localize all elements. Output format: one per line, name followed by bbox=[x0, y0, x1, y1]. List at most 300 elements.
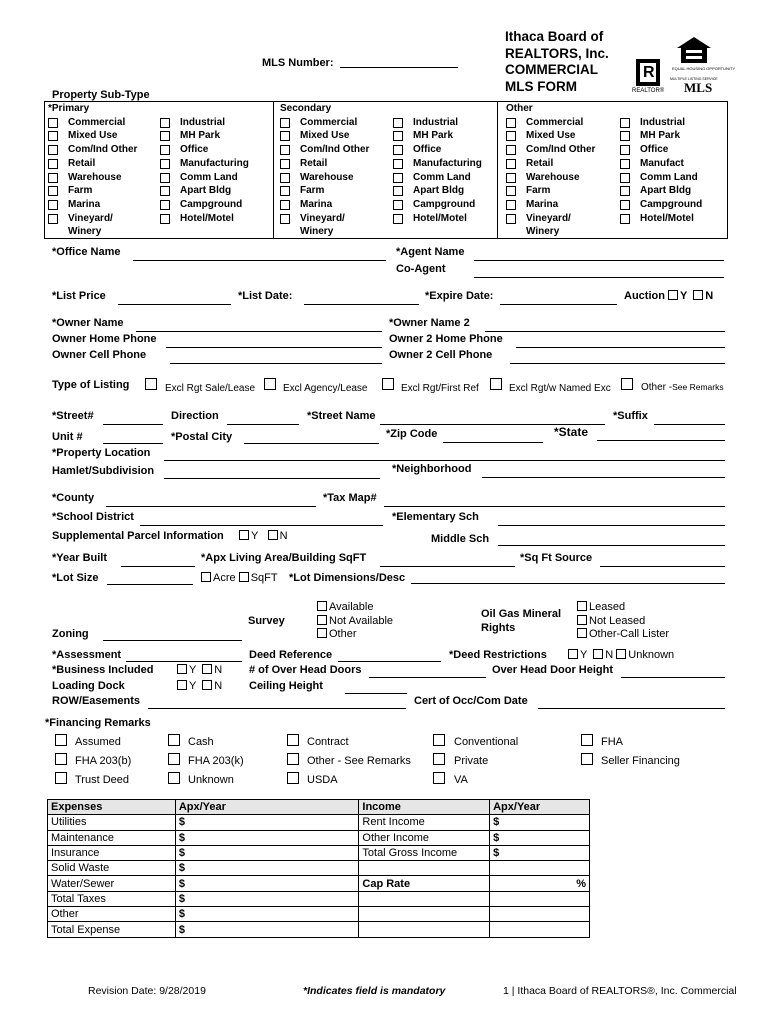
option-label: Marina bbox=[68, 198, 101, 210]
office-name-label: *Office Name bbox=[52, 246, 121, 258]
subtype-option[interactable] bbox=[506, 143, 616, 157]
subtype-option[interactable] bbox=[620, 129, 720, 143]
option-label: Mixed Use bbox=[300, 130, 350, 142]
option-label: Marina bbox=[300, 198, 333, 210]
subtype-option[interactable] bbox=[506, 129, 616, 143]
option-label: Leased bbox=[589, 601, 626, 613]
income-value[interactable]: $ bbox=[490, 830, 590, 845]
checkbox[interactable] bbox=[620, 214, 630, 224]
subtype-option[interactable] bbox=[393, 143, 493, 157]
neighborhood-field[interactable] bbox=[482, 477, 725, 478]
checkbox[interactable] bbox=[393, 145, 403, 155]
zoning-field[interactable] bbox=[103, 640, 242, 641]
checkbox[interactable] bbox=[393, 173, 403, 183]
option-label: Not Available bbox=[329, 614, 394, 627]
checkbox[interactable] bbox=[160, 131, 170, 141]
expense-value[interactable]: $ bbox=[175, 907, 359, 922]
subtype-option[interactable] bbox=[620, 143, 720, 157]
col-header: Expenses bbox=[48, 800, 176, 815]
subtype-option[interactable] bbox=[48, 171, 158, 185]
option-label: Retail bbox=[68, 157, 96, 169]
table-row bbox=[48, 891, 590, 906]
checkbox[interactable] bbox=[280, 173, 290, 183]
equal-housing-logo bbox=[675, 36, 715, 69]
row-easements-label: ROW/Easements bbox=[52, 695, 141, 707]
checkbox[interactable] bbox=[506, 145, 516, 155]
lot-size-label: *Lot Size bbox=[52, 572, 99, 584]
option-label: Com/Ind Other bbox=[526, 144, 596, 156]
expense-label: Total Taxes bbox=[48, 891, 176, 906]
subtype-option[interactable] bbox=[280, 212, 390, 239]
oil-gas-option[interactable] bbox=[577, 601, 669, 615]
middle-school-label: Middle Sch bbox=[431, 533, 490, 545]
subtype-option[interactable] bbox=[620, 212, 720, 226]
lot-dims-field[interactable] bbox=[411, 583, 725, 584]
subtype-option[interactable] bbox=[160, 212, 270, 226]
year-built-field[interactable] bbox=[121, 566, 195, 567]
checkbox[interactable] bbox=[506, 159, 516, 169]
option-label: Retail bbox=[526, 157, 554, 169]
checkbox[interactable] bbox=[620, 173, 630, 183]
subtype-option[interactable] bbox=[280, 143, 390, 157]
empty-cell bbox=[359, 891, 490, 906]
checkbox[interactable] bbox=[620, 186, 630, 196]
checkbox[interactable] bbox=[48, 186, 58, 196]
auction-no-checkbox[interactable] bbox=[693, 290, 703, 300]
option-label: Warehouse bbox=[300, 171, 354, 183]
form-title bbox=[505, 29, 609, 95]
sqft-checkbox[interactable] bbox=[239, 572, 249, 582]
list-date-field[interactable] bbox=[304, 304, 419, 305]
option-label: Com/Ind Other bbox=[300, 144, 370, 156]
subtype-option[interactable] bbox=[620, 116, 720, 130]
table-row bbox=[48, 876, 590, 891]
financing-checkbox[interactable] bbox=[581, 734, 593, 746]
primary-column bbox=[48, 102, 158, 239]
expense-value[interactable]: $ bbox=[175, 830, 359, 845]
unknown-label: Unknown bbox=[628, 649, 675, 661]
subtype-option[interactable] bbox=[393, 171, 493, 185]
financing-checkbox[interactable] bbox=[168, 734, 180, 746]
option-label: Campground bbox=[640, 198, 703, 210]
mandatory-note: *Indicates field is mandatory bbox=[303, 985, 446, 997]
empty-cell bbox=[490, 907, 590, 922]
option-label: Hotel/Motel bbox=[413, 212, 467, 224]
checkbox[interactable] bbox=[393, 186, 403, 196]
oil-gas-option[interactable] bbox=[577, 615, 669, 629]
checkbox[interactable] bbox=[160, 173, 170, 183]
checkbox[interactable] bbox=[620, 200, 630, 210]
option-label: Commercial bbox=[526, 116, 584, 128]
school-district-field[interactable] bbox=[140, 525, 383, 526]
option-label: Vineyard/ Winery bbox=[526, 212, 571, 238]
option-label: Vineyard/ Winery bbox=[300, 212, 345, 238]
option-label: Marina bbox=[526, 198, 559, 210]
financing-checkbox[interactable] bbox=[581, 753, 593, 765]
option-label: Other bbox=[329, 628, 357, 640]
checkbox[interactable] bbox=[280, 118, 290, 128]
primary-column-b bbox=[160, 116, 270, 226]
subtype-option[interactable] bbox=[620, 157, 720, 171]
table-row bbox=[48, 830, 590, 845]
financing-checkbox[interactable] bbox=[287, 753, 299, 765]
checkbox[interactable] bbox=[48, 159, 58, 169]
checkbox[interactable] bbox=[160, 159, 170, 169]
income-value[interactable]: $ bbox=[490, 815, 590, 830]
unit-field[interactable] bbox=[103, 443, 163, 444]
subtype-option[interactable] bbox=[620, 198, 720, 212]
option-label: Retail bbox=[300, 157, 328, 169]
financing-option-label: FHA 203(b) bbox=[75, 755, 132, 767]
subtype-option[interactable] bbox=[393, 116, 493, 130]
subtype-option[interactable] bbox=[48, 184, 158, 198]
listing-type-label: Other - bbox=[641, 382, 673, 393]
subtype-option[interactable] bbox=[160, 171, 270, 185]
street-name-label: *Street Name bbox=[307, 410, 376, 422]
owner-home-phone-field[interactable] bbox=[166, 347, 382, 348]
deed-reference-field[interactable] bbox=[338, 661, 441, 662]
subtype-option[interactable] bbox=[48, 157, 158, 171]
option-label: Vineyard/ Winery bbox=[68, 212, 113, 238]
county-field[interactable] bbox=[106, 506, 316, 507]
option-label: Industrial bbox=[640, 116, 686, 128]
listing-type-other bbox=[641, 382, 724, 393]
zip-code-field[interactable] bbox=[443, 442, 543, 443]
expense-value[interactable]: $ bbox=[175, 861, 359, 876]
subtype-option[interactable] bbox=[506, 157, 616, 171]
checkbox[interactable] bbox=[577, 615, 587, 625]
listing-type-checkbox[interactable] bbox=[264, 378, 276, 390]
checkbox[interactable] bbox=[48, 214, 58, 224]
agent-name-field[interactable] bbox=[474, 260, 724, 261]
elementary-label: *Elementary Sch bbox=[392, 511, 479, 523]
primary-header: *Primary bbox=[48, 103, 90, 114]
subtype-option[interactable] bbox=[280, 116, 390, 130]
checkbox[interactable] bbox=[506, 186, 516, 196]
property-location-field[interactable] bbox=[164, 460, 725, 461]
checkbox[interactable] bbox=[317, 601, 327, 611]
subtype-option[interactable] bbox=[393, 157, 493, 171]
auction-yes-checkbox[interactable] bbox=[668, 290, 678, 300]
loading-no-checkbox[interactable] bbox=[202, 680, 212, 690]
overhead-height-field[interactable] bbox=[621, 677, 725, 678]
financing-checkbox[interactable] bbox=[433, 734, 445, 746]
subtype-option[interactable] bbox=[280, 129, 390, 143]
state-field[interactable] bbox=[597, 440, 725, 441]
hamlet-field[interactable] bbox=[164, 478, 380, 479]
subtype-option[interactable] bbox=[506, 198, 616, 212]
financing-option-label: USDA bbox=[307, 774, 338, 786]
checkbox[interactable] bbox=[317, 615, 327, 625]
overhead-doors-label: # of Over Head Doors bbox=[249, 664, 362, 676]
checkbox[interactable] bbox=[393, 131, 403, 141]
checkbox[interactable] bbox=[160, 186, 170, 196]
expense-value[interactable]: $ bbox=[175, 922, 359, 937]
survey-options bbox=[317, 601, 393, 642]
loading-yes-checkbox[interactable] bbox=[177, 680, 187, 690]
page-footer: 1 | Ithaca Board of REALTORS®, Inc. Commercial bbox=[503, 985, 737, 997]
financing-checkbox[interactable] bbox=[168, 753, 180, 765]
owner-name-field[interactable] bbox=[136, 331, 382, 332]
financing-checkbox[interactable] bbox=[433, 772, 445, 784]
direction-label: Direction bbox=[171, 410, 219, 422]
title-line: REALTORS, Inc. bbox=[505, 45, 609, 61]
listing-type-label: Excl Rgt/First Ref bbox=[401, 383, 479, 394]
financing-option-label: VA bbox=[454, 774, 468, 786]
rights-label: Rights bbox=[481, 622, 516, 634]
list-date-label: *List Date: bbox=[238, 290, 293, 302]
financing-option-label: Unknown bbox=[188, 774, 234, 786]
no-label: N bbox=[214, 664, 223, 676]
oil-gas-option[interactable] bbox=[577, 628, 669, 642]
owner2-home-phone-field[interactable] bbox=[516, 347, 725, 348]
subtype-option[interactable] bbox=[48, 129, 158, 143]
financing-option-label: Assumed bbox=[75, 736, 121, 748]
listing-type-label: Excl Agency/Lease bbox=[283, 383, 368, 394]
checkbox[interactable] bbox=[48, 173, 58, 183]
checkbox[interactable] bbox=[280, 159, 290, 169]
no-label: N bbox=[279, 530, 288, 542]
checkbox[interactable] bbox=[160, 214, 170, 224]
subtype-option[interactable] bbox=[506, 184, 616, 198]
subtype-option[interactable] bbox=[160, 198, 270, 212]
option-label: Campground bbox=[413, 198, 476, 210]
supp-parcel-group bbox=[52, 530, 288, 542]
deed-no-checkbox[interactable] bbox=[593, 649, 603, 659]
financing-checkbox[interactable] bbox=[287, 772, 299, 784]
empty-cell bbox=[359, 907, 490, 922]
checkbox[interactable] bbox=[506, 200, 516, 210]
checkbox[interactable] bbox=[280, 186, 290, 196]
checkbox[interactable] bbox=[393, 118, 403, 128]
checkbox[interactable] bbox=[280, 145, 290, 155]
business-no-checkbox[interactable] bbox=[202, 664, 212, 674]
checkbox[interactable] bbox=[577, 628, 587, 638]
checkbox[interactable] bbox=[317, 628, 327, 638]
expire-date-label: *Expire Date: bbox=[425, 290, 494, 302]
checkbox[interactable] bbox=[506, 173, 516, 183]
acre-checkbox[interactable] bbox=[201, 572, 211, 582]
checkbox[interactable] bbox=[506, 214, 516, 224]
row-easements-field[interactable] bbox=[148, 708, 406, 709]
neighborhood-label: *Neighborhood bbox=[392, 463, 472, 475]
assessment-field[interactable] bbox=[126, 661, 242, 662]
checkbox[interactable] bbox=[280, 214, 290, 224]
subtype-option[interactable] bbox=[620, 184, 720, 198]
option-label: Manufacturing bbox=[413, 157, 482, 169]
subtype-option[interactable] bbox=[48, 116, 158, 130]
middle-school-field[interactable] bbox=[498, 545, 725, 546]
revision-date: Revision Date: 9/28/2019 bbox=[88, 985, 206, 997]
expense-value[interactable]: $ bbox=[175, 891, 359, 906]
expense-value[interactable]: $ bbox=[175, 815, 359, 830]
owner-name2-field[interactable] bbox=[485, 331, 725, 332]
financing-checkbox[interactable] bbox=[433, 753, 445, 765]
tax-map-field[interactable] bbox=[384, 506, 725, 507]
year-built-label: *Year Built bbox=[52, 552, 108, 564]
checkbox[interactable] bbox=[160, 200, 170, 210]
option-label: Hotel/Motel bbox=[180, 212, 234, 224]
financing-checkbox[interactable] bbox=[55, 734, 67, 746]
oil-gas-label: Oil Gas Mineral bbox=[481, 608, 562, 620]
title-line: Ithaca Board of bbox=[505, 29, 604, 44]
checkbox[interactable] bbox=[506, 131, 516, 141]
listing-type-label: Excl Rgt/w Named Exc bbox=[509, 383, 611, 394]
subtype-option[interactable] bbox=[160, 116, 270, 130]
checkbox[interactable] bbox=[506, 118, 516, 128]
option-label: Industrial bbox=[413, 116, 459, 128]
checkbox[interactable] bbox=[48, 118, 58, 128]
survey-option[interactable] bbox=[317, 601, 393, 615]
option-label: Farm bbox=[526, 185, 551, 197]
subtype-option[interactable] bbox=[506, 171, 616, 185]
co-agent-field[interactable] bbox=[474, 277, 724, 278]
subtype-option[interactable] bbox=[160, 143, 270, 157]
subtype-option[interactable] bbox=[506, 116, 616, 130]
checkbox[interactable] bbox=[620, 131, 630, 141]
divider bbox=[497, 101, 498, 238]
other-column-b bbox=[620, 116, 720, 226]
subtype-option[interactable] bbox=[48, 143, 158, 157]
income-value[interactable]: $ bbox=[490, 845, 590, 860]
subtype-option[interactable] bbox=[506, 212, 616, 239]
subtype-option[interactable] bbox=[393, 129, 493, 143]
option-label: Office bbox=[413, 144, 442, 156]
auction-label: Auction bbox=[624, 290, 665, 302]
checkbox[interactable] bbox=[577, 601, 587, 611]
financing-checkbox[interactable] bbox=[287, 734, 299, 746]
sqft-label: SqFT bbox=[250, 572, 278, 584]
subtype-option[interactable] bbox=[160, 157, 270, 171]
empty-cell bbox=[490, 922, 590, 937]
checkbox[interactable] bbox=[280, 131, 290, 141]
supp-parcel-yes-checkbox[interactable] bbox=[239, 530, 249, 540]
street-num-field[interactable] bbox=[103, 424, 163, 425]
elementary-field[interactable] bbox=[498, 525, 725, 526]
suffix-field[interactable] bbox=[654, 424, 725, 425]
mls-logo-sub: MULTIPLE LISTING SERVICE bbox=[670, 77, 718, 81]
yes-label: Y bbox=[189, 680, 197, 692]
financing-checkbox[interactable] bbox=[55, 772, 67, 784]
subtype-option[interactable] bbox=[280, 184, 390, 198]
business-yes-checkbox[interactable] bbox=[177, 664, 187, 674]
lot-size-field[interactable] bbox=[107, 584, 193, 585]
deed-yes-checkbox[interactable] bbox=[568, 649, 578, 659]
listing-type-checkbox[interactable] bbox=[621, 378, 633, 390]
checkbox[interactable] bbox=[160, 145, 170, 155]
checkbox[interactable] bbox=[280, 200, 290, 210]
expense-value[interactable]: $ bbox=[175, 876, 359, 891]
listing-type-checkbox[interactable] bbox=[490, 378, 502, 390]
subtype-option[interactable] bbox=[280, 198, 390, 212]
option-label: Office bbox=[640, 144, 669, 156]
checkbox[interactable] bbox=[48, 131, 58, 141]
list-price-field[interactable] bbox=[118, 304, 231, 305]
subtype-option[interactable] bbox=[620, 171, 720, 185]
subtype-option[interactable] bbox=[393, 184, 493, 198]
empty-cell bbox=[359, 922, 490, 937]
office-name-field[interactable] bbox=[133, 260, 386, 261]
checkbox[interactable] bbox=[620, 145, 630, 155]
checkbox[interactable] bbox=[393, 200, 403, 210]
subtype-option[interactable] bbox=[393, 198, 493, 212]
subtype-option[interactable] bbox=[280, 157, 390, 171]
title-line: MLS FORM bbox=[505, 78, 577, 94]
deed-unknown-checkbox[interactable] bbox=[616, 649, 626, 659]
option-label: Warehouse bbox=[526, 171, 580, 183]
subtype-option[interactable] bbox=[48, 212, 158, 239]
option-label: Mixed Use bbox=[68, 130, 118, 142]
subtype-option[interactable] bbox=[160, 184, 270, 198]
direction-field[interactable] bbox=[227, 424, 299, 425]
checkbox[interactable] bbox=[48, 200, 58, 210]
option-label: MH Park bbox=[180, 130, 221, 142]
financing-option-label: Conventional bbox=[454, 736, 519, 748]
mls-number-field[interactable] bbox=[340, 67, 458, 68]
checkbox[interactable] bbox=[393, 214, 403, 224]
owner-cell-phone-field[interactable] bbox=[170, 363, 382, 364]
listing-type-checkbox[interactable] bbox=[145, 378, 157, 390]
option-label: MH Park bbox=[413, 130, 454, 142]
checkbox[interactable] bbox=[48, 145, 58, 155]
checkbox[interactable] bbox=[620, 159, 630, 169]
survey-label: Survey bbox=[248, 615, 285, 627]
checkbox[interactable] bbox=[393, 159, 403, 169]
expenses-income-table bbox=[47, 799, 590, 938]
financing-option-label: Other - See Remarks bbox=[307, 755, 411, 767]
supp-parcel-no-checkbox[interactable] bbox=[268, 530, 278, 540]
survey-option[interactable] bbox=[317, 628, 393, 642]
owner-cell-phone-label: Owner Cell Phone bbox=[52, 349, 147, 361]
owner2-cell-phone-field[interactable] bbox=[510, 363, 725, 364]
option-label: Comm Land bbox=[640, 171, 698, 183]
expire-date-field[interactable] bbox=[500, 304, 617, 305]
subtype-option[interactable] bbox=[48, 198, 158, 212]
financing-option-label: Cash bbox=[188, 736, 214, 748]
expense-value[interactable]: $ bbox=[175, 845, 359, 860]
ceiling-height-field[interactable] bbox=[345, 693, 407, 694]
checkbox[interactable] bbox=[160, 118, 170, 128]
sqft-source-field[interactable] bbox=[600, 566, 725, 567]
cert-occ-label: Cert of Occ/Com Date bbox=[414, 695, 528, 707]
apx-living-field[interactable] bbox=[380, 566, 515, 567]
financing-heading: *Financing Remarks bbox=[45, 717, 151, 729]
financing-checkbox[interactable] bbox=[168, 772, 180, 784]
subtype-option[interactable] bbox=[160, 129, 270, 143]
empty-cell bbox=[490, 861, 590, 876]
table-row bbox=[48, 845, 590, 860]
checkbox[interactable] bbox=[620, 118, 630, 128]
survey-option[interactable] bbox=[317, 615, 393, 629]
option-label: Apart Bldg bbox=[640, 185, 692, 197]
table-row bbox=[48, 922, 590, 937]
option-label: MH Park bbox=[640, 130, 681, 142]
listing-type-checkbox[interactable] bbox=[382, 378, 394, 390]
subtype-option[interactable] bbox=[280, 171, 390, 185]
yes-label: Y bbox=[580, 649, 588, 661]
financing-checkbox[interactable] bbox=[55, 753, 67, 765]
financing-option-label: Seller Financing bbox=[601, 755, 680, 767]
cert-occ-field[interactable] bbox=[538, 708, 725, 709]
overhead-doors-field[interactable] bbox=[369, 677, 486, 678]
house-icon bbox=[675, 36, 713, 64]
owner2-cell-phone-label: Owner 2 Cell Phone bbox=[389, 349, 493, 361]
subtype-option[interactable] bbox=[393, 212, 493, 226]
table-row bbox=[48, 861, 590, 876]
col-header: Apx/Year bbox=[490, 800, 590, 815]
postal-city-field[interactable] bbox=[244, 443, 379, 444]
cap-rate-value[interactable]: % bbox=[490, 876, 590, 891]
